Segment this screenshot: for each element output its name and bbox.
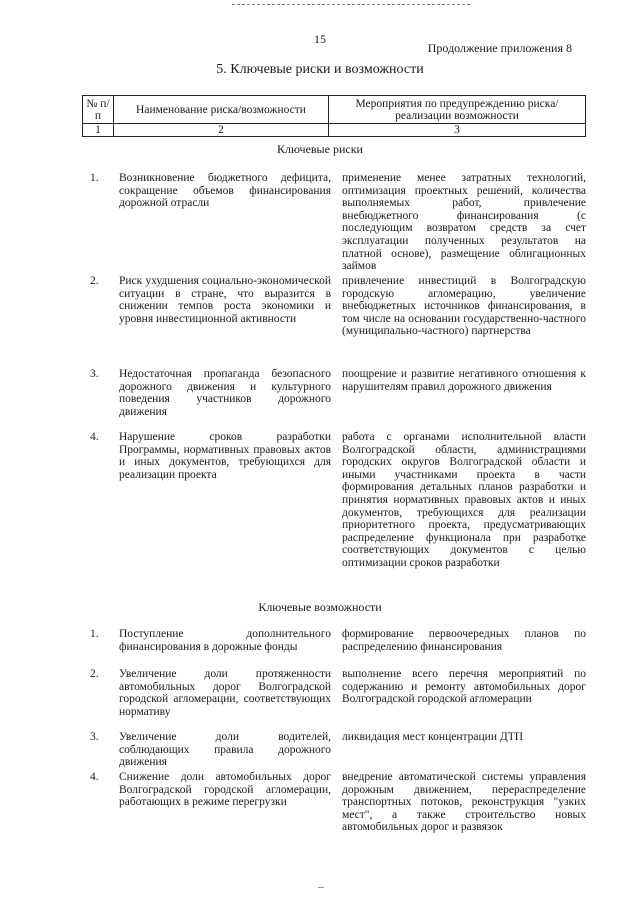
risk-measures: работа с органами исполнительной власти Волгоградской области, администрациями городских округов Волгоградской области и иными участниками проекта в части формирования детальных планов разработки и принятия нормативных правовых актов и иных документов, требующихся для реализации приоритетного проекта, предусматривающих распределение функционала при разработке соответствующих документов с целью оптимизации сроков разработки — [342, 431, 586, 569]
opportunity-measures: выполнение всего перечня мероприятий по содержанию и ремонту автомобильных дорог Волгоградской городской агломерации — [342, 668, 586, 706]
table-header — [82, 95, 586, 137]
risk-name: Возникновение бюджетного дефицита, сокращение объемов финансирования дорожной отрасли — [119, 172, 331, 210]
opportunities-heading: Ключевые возможности — [258, 600, 382, 614]
risk-name: Нарушение сроков разработки Программы, нормативных правовых актов и иных документов, требующихся для реализации проекта — [119, 431, 331, 481]
opportunity-name: Снижение доли автомобильных дорог Волгоградской городской агломерации, работающих в режиме перегрузки — [119, 771, 331, 809]
row-number: 3. — [90, 731, 99, 743]
header-index-2: 2 — [114, 124, 329, 137]
top-dashed-line — [232, 4, 470, 5]
row-number: 1. — [90, 628, 99, 640]
header-index-1: 1 — [83, 124, 114, 137]
page-number: 15 — [314, 32, 326, 46]
bottom-mark — [318, 887, 324, 888]
opportunity-name: Увеличение доли протяженности автомобильных дорог Волгоградской городской агломерации, соответствующих нормативу — [119, 668, 331, 718]
row-number: 4. — [90, 431, 99, 443]
risk-measures: привлечение инвестиций в Волгоградскую городскую агломерацию, увеличение внебюджетных источников финансирования, в том числе на основании государственно-частного (муниципально-частного) партнерства — [342, 275, 586, 338]
header-col-name: Наименование риска/возможности — [114, 96, 329, 124]
continuation-note: Продолжение приложения 8 — [427, 41, 572, 55]
row-number: 4. — [90, 771, 99, 783]
risk-measures: применение менее затратных технологий, оптимизация проектных решений, количества выполняемых работ, привлечение внебюджетного финансирования (с последующим возвратом средств за счет эксплуатации полученных результатов на платной основе), размещение облигационных займов — [342, 172, 586, 273]
risks-heading: Ключевые риски — [277, 142, 363, 156]
header-col-number: № п/п — [83, 96, 114, 124]
opportunity-measures: ликвидация мест концентрации ДТП — [342, 731, 524, 743]
risk-name: Риск ухудшения социально-экономической ситуации в стране, что выразится в снижении темпов роста экономики и уровня инвестиционной активности — [119, 275, 331, 325]
row-number: 2. — [90, 668, 99, 680]
risk-measures: поощрение и развитие негативного отношения к нарушителям правил дорожного движения — [342, 368, 586, 393]
opportunity-measures: формирование первоочередных планов по распределению финансирования — [342, 628, 586, 653]
header-index-3: 3 — [329, 124, 586, 137]
row-number: 2. — [90, 275, 99, 287]
opportunity-measures: внедрение автоматической системы управления дорожным движением, перераспределение транспортных потоков, реконструкция "узких мест", а также строительство новых автомобильных дорог и развязок — [342, 771, 586, 834]
opportunity-name: Поступление дополнительного финансирования в дорожные фонды — [119, 628, 331, 653]
opportunity-name: Увеличение доли водителей, соблюдающих правила дорожного движения — [119, 731, 331, 769]
header-col-measures: Мероприятия по предупреждению риска/ реализации возможности — [329, 96, 586, 124]
row-number: 1. — [90, 172, 99, 184]
section-title: 5. Ключевые риски и возможности — [216, 62, 424, 77]
risk-name: Недостаточная пропаганда безопасного дорожного движения и культурного поведения участников дорожного движения — [119, 368, 331, 418]
row-number: 3. — [90, 368, 99, 380]
